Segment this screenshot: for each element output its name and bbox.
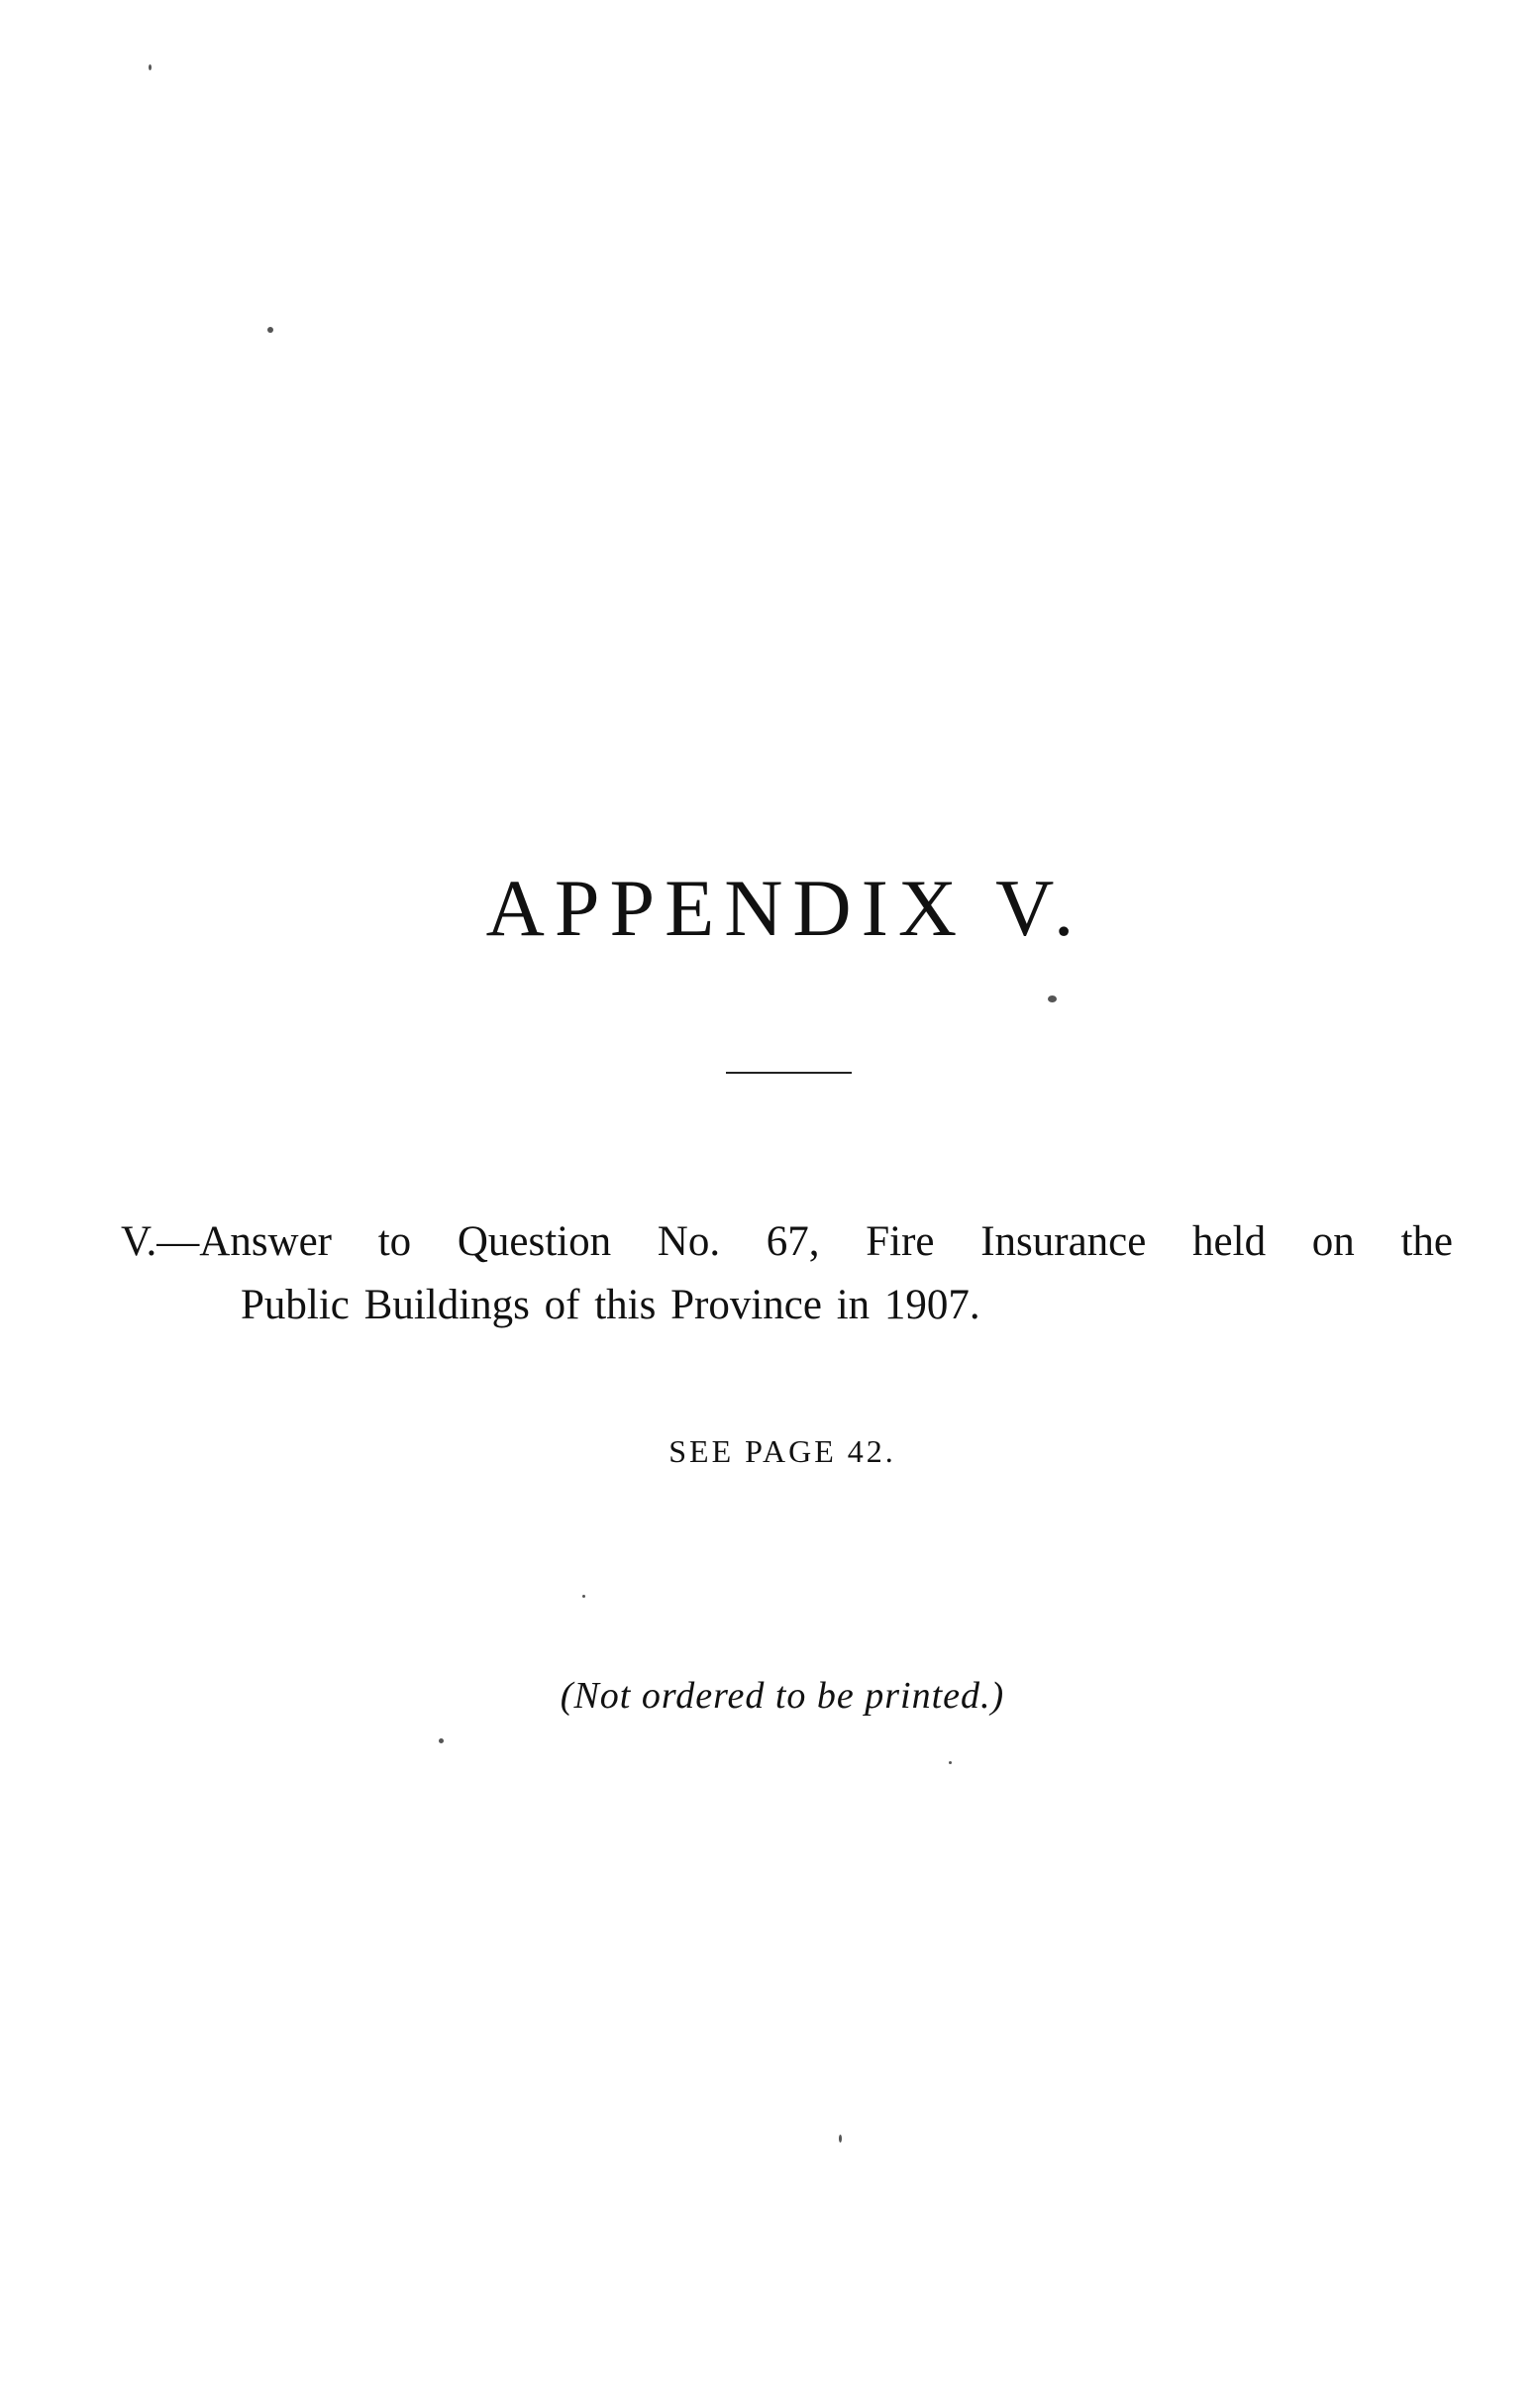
scan-speck bbox=[582, 1595, 585, 1598]
scan-speck bbox=[839, 2135, 842, 2143]
scan-speck bbox=[1048, 995, 1057, 1002]
scan-speck bbox=[439, 1738, 444, 1743]
scan-speck bbox=[267, 327, 273, 333]
heading-line-1: V.—Answer to Question No. 67, Fire Insurance held on the bbox=[121, 1218, 1453, 1265]
heading-line-2: Public Buildings of this Province in 1907. bbox=[241, 1282, 980, 1328]
page-reference: SEE PAGE 42. bbox=[668, 1433, 896, 1469]
appendix-title: APPENDIX V. bbox=[485, 863, 1084, 953]
scan-speck bbox=[949, 1761, 952, 1764]
scan-speck bbox=[149, 64, 152, 70]
title-divider bbox=[726, 1072, 852, 1074]
appendix-heading bbox=[121, 1210, 1453, 1337]
printing-note: (Not ordered to be printed.) bbox=[560, 1675, 1005, 1717]
